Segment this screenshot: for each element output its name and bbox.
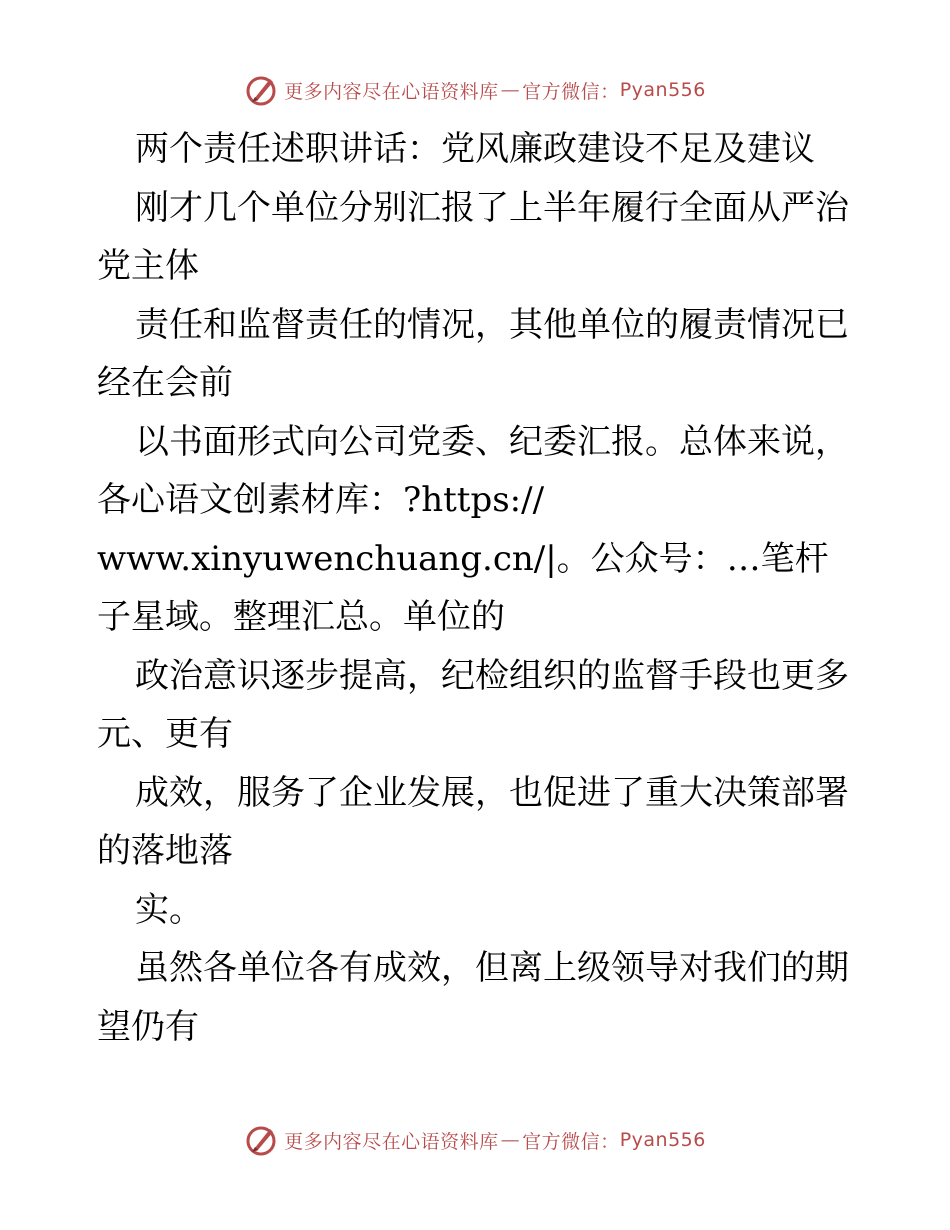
- paragraph-5: 政治意识逐步提高，纪检组织的监督手段也更多元、更有: [97, 655, 849, 754]
- paragraph-1: 刚才几个单位分别汇报了上半年履行全面从严治党主体: [97, 187, 849, 286]
- banner-wechat-label: 官方微信：: [522, 80, 620, 103]
- quill-logo-icon: [244, 73, 278, 107]
- paragraph-4: www.xinyuwenchuang.cn/|。公众号：…笔杆子星域。整理汇总。单位的: [97, 538, 829, 637]
- banner-separator: —: [500, 1129, 521, 1151]
- document-title: 两个责任述职讲话：党风廉政建设不足及建议: [135, 129, 815, 169]
- banner-separator: —: [500, 79, 521, 101]
- paragraph-6: 成效，服务了企业发展，也促进了重大决策部署的落地落: [97, 772, 849, 871]
- paragraph-3: 以书面形式向公司党委、纪委汇报。总体来说，各心语文创素材库：?https://: [97, 421, 849, 520]
- banner-text: 更多内容尽在心语资料库: [284, 1130, 499, 1153]
- footer-banner: [0, 1120, 950, 1160]
- paragraph-8: 虽然各单位各有成效，但离上级领导对我们的期望仍有: [97, 948, 849, 1047]
- quill-logo-icon: [244, 1123, 278, 1157]
- header-banner: [0, 70, 950, 110]
- document-body: [97, 120, 857, 1056]
- paragraph-2: 责任和监督责任的情况，其他单位的履责情况已经在会前: [97, 304, 849, 403]
- paragraph-7: 实。: [135, 889, 203, 930]
- banner-wechat-label: 官方微信：: [522, 1130, 620, 1153]
- banner-text: 更多内容尽在心语资料库: [284, 80, 499, 103]
- banner-wechat-id: Pyan556: [619, 1129, 706, 1151]
- banner-wechat-id: Pyan556: [619, 79, 706, 101]
